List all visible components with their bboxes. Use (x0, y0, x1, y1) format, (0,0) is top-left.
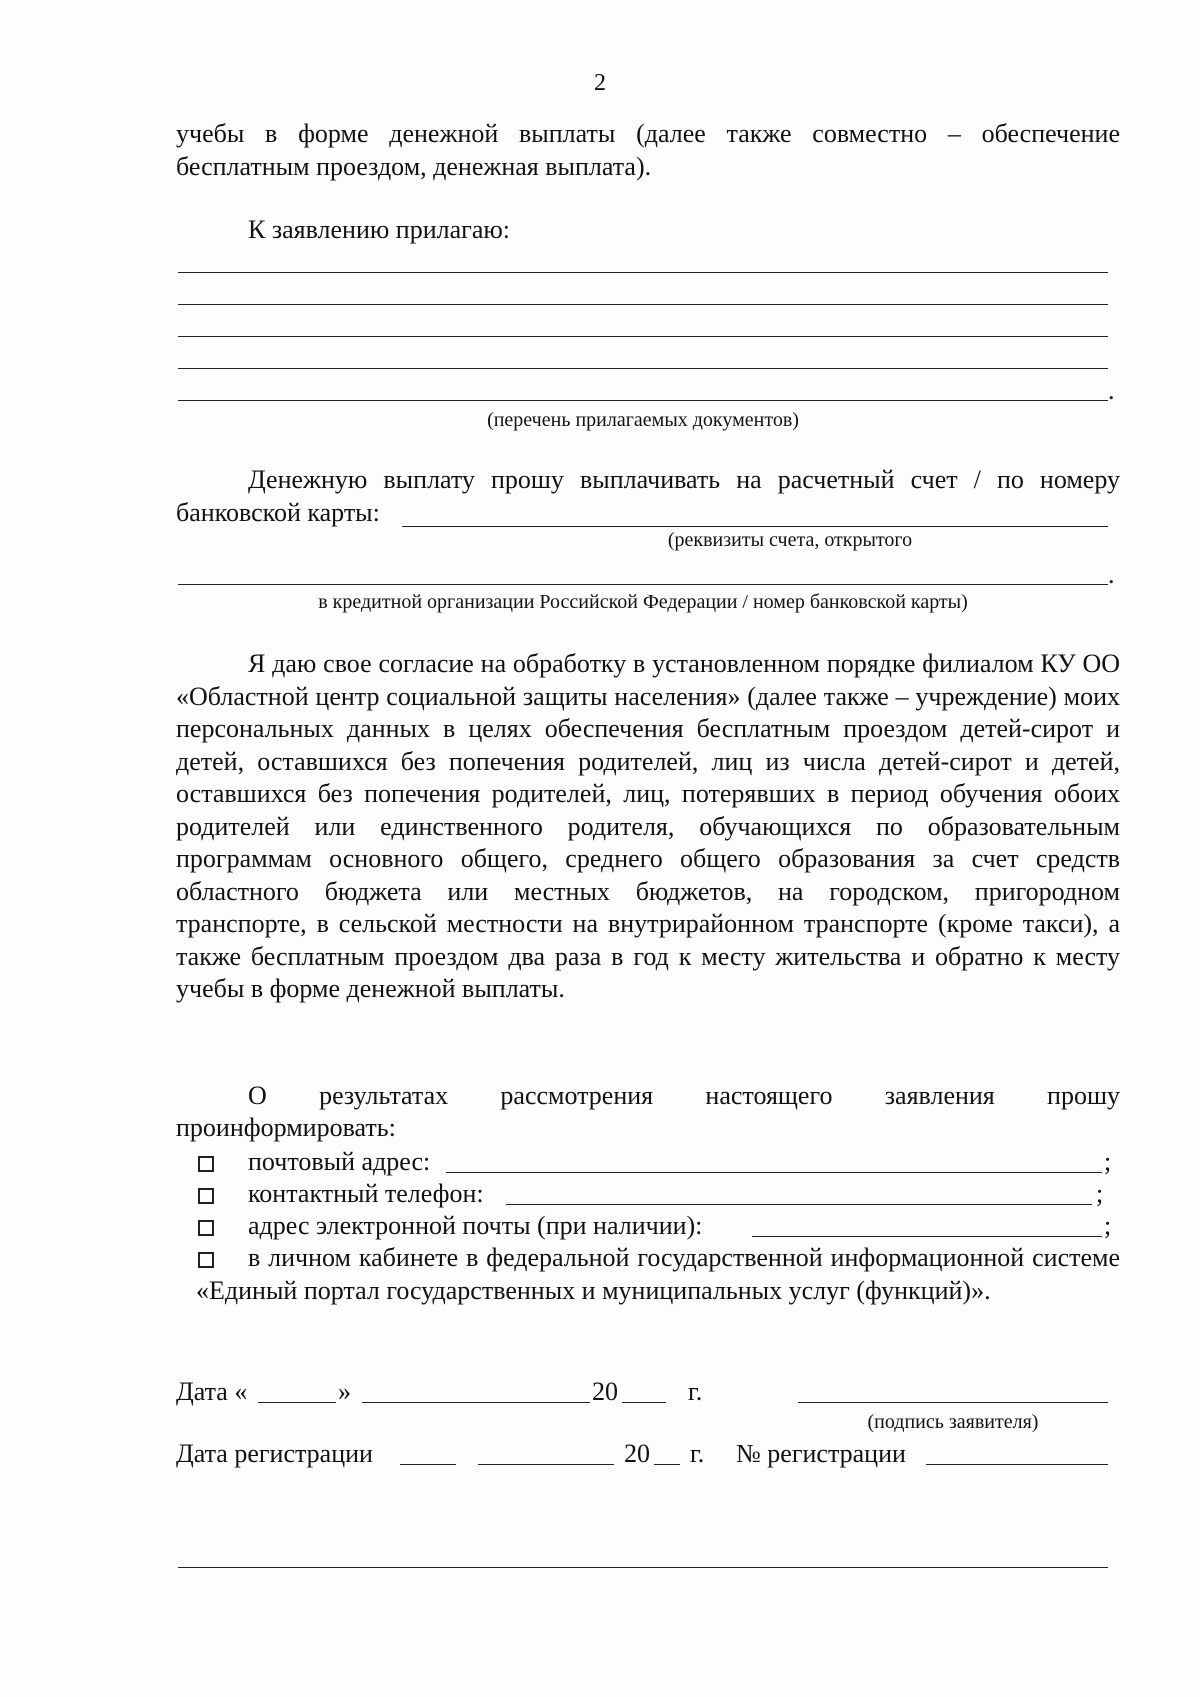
payment-account-field[interactable] (402, 526, 1108, 527)
postal-semicolon: ; (1104, 1147, 1112, 1176)
signature-caption: (подпись заявителя) (867, 1411, 1039, 1433)
email-checkbox[interactable] (198, 1220, 214, 1236)
inform-line-1: О результатах рассмотрения настоящего заявления прошу (248, 1081, 1120, 1110)
registration-month-field[interactable] (478, 1464, 614, 1465)
postal-field[interactable] (446, 1172, 1102, 1173)
attachment-line-2[interactable] (178, 304, 1108, 305)
registration-date-label: Дата регистрации (176, 1439, 373, 1468)
registration-day-field[interactable] (400, 1464, 456, 1465)
bottom-rule (178, 1567, 1108, 1568)
phone-checkbox[interactable] (198, 1188, 214, 1204)
payment-caption-2: в кредитной организации Российской Федерации / номер банковской карты) (318, 591, 968, 613)
date-year-field[interactable] (622, 1402, 666, 1403)
postal-checkbox[interactable] (198, 1156, 214, 1172)
postal-label: почтовый адрес: (248, 1147, 431, 1176)
registration-number-field[interactable] (926, 1464, 1108, 1465)
registration-century: 20 (624, 1439, 650, 1468)
attachments-heading: К заявлению прилагаю: (248, 215, 511, 244)
attachment-line-4[interactable] (178, 368, 1108, 369)
registration-year-suffix: г. (690, 1439, 705, 1468)
date-day-field[interactable] (258, 1402, 336, 1403)
phone-field[interactable] (506, 1204, 1092, 1205)
email-semicolon: ; (1104, 1211, 1112, 1240)
attachment-period: . (1108, 376, 1115, 405)
attachment-line-5[interactable] (178, 400, 1108, 401)
inform-line-2: проинформировать: (176, 1113, 396, 1142)
registration-year-field[interactable] (654, 1464, 680, 1465)
payment-line-1: Денежную выплату прошу выплачивать на расчетный счет / по номеру (248, 465, 1120, 494)
payment-account-field-2[interactable] (178, 584, 1108, 585)
signature-field[interactable] (798, 1402, 1108, 1403)
date-quote-close: » (338, 1377, 351, 1406)
attachments-caption: (перечень прилагаемых документов) (487, 409, 799, 431)
paragraph-continuation: учебы в форме денежной выплаты (далее также совместно – обеспечение бесплатным проездом, денежная выплата). (176, 119, 1120, 181)
attachment-line-3[interactable] (178, 336, 1108, 337)
date-year-suffix: г. (688, 1377, 703, 1406)
attachment-line-1[interactable] (178, 272, 1108, 273)
registration-number-label: № регистрации (736, 1439, 906, 1468)
email-label: адрес электронной почты (при наличии): (248, 1211, 703, 1240)
consent-paragraph: Я даю свое согласие на обработку в установленном порядке филиалом КУ ОО «Областной центр социальной защиты населения» (далее также – учреждение) моих персональных данных в целях обеспечения бесплатным проездом детей-сирот и детей, оставшихся без попечения родителей, лиц из числа детей-сирот и детей, оставшихся без попечения родителей, лиц, потерявших в период обучения обоих родителей или единственного родителя, обучающихся по образовательным программам основного общего, среднего общего образования за счет средств областного бюджета или местных бюджетов, на городском, пригородном транспорте, в сельской местности на внутрирайонном транспорте (кроме такси), а также бесплатным проездом два раза в год к месту жительства и обратно к месту учебы в форме денежной выплаты. (176, 649, 1120, 1003)
payment-period: . (1108, 560, 1115, 589)
portal-label: в личном кабинете в федеральной государственной информационной системе «Единый портал государственных и муниципальных услуг (функций)». (196, 1243, 1120, 1305)
phone-semicolon: ; (1096, 1179, 1104, 1208)
email-field[interactable] (752, 1236, 1102, 1237)
page-number: 2 (594, 70, 606, 96)
payment-line-2: банковской карты: (176, 498, 380, 527)
payment-caption-1: (реквизиты счета, открытого (667, 529, 913, 551)
date-century: 20 (592, 1377, 618, 1406)
date-label: Дата « (176, 1377, 248, 1406)
phone-label: контактный телефон: (248, 1179, 484, 1208)
date-month-field[interactable] (362, 1402, 590, 1403)
